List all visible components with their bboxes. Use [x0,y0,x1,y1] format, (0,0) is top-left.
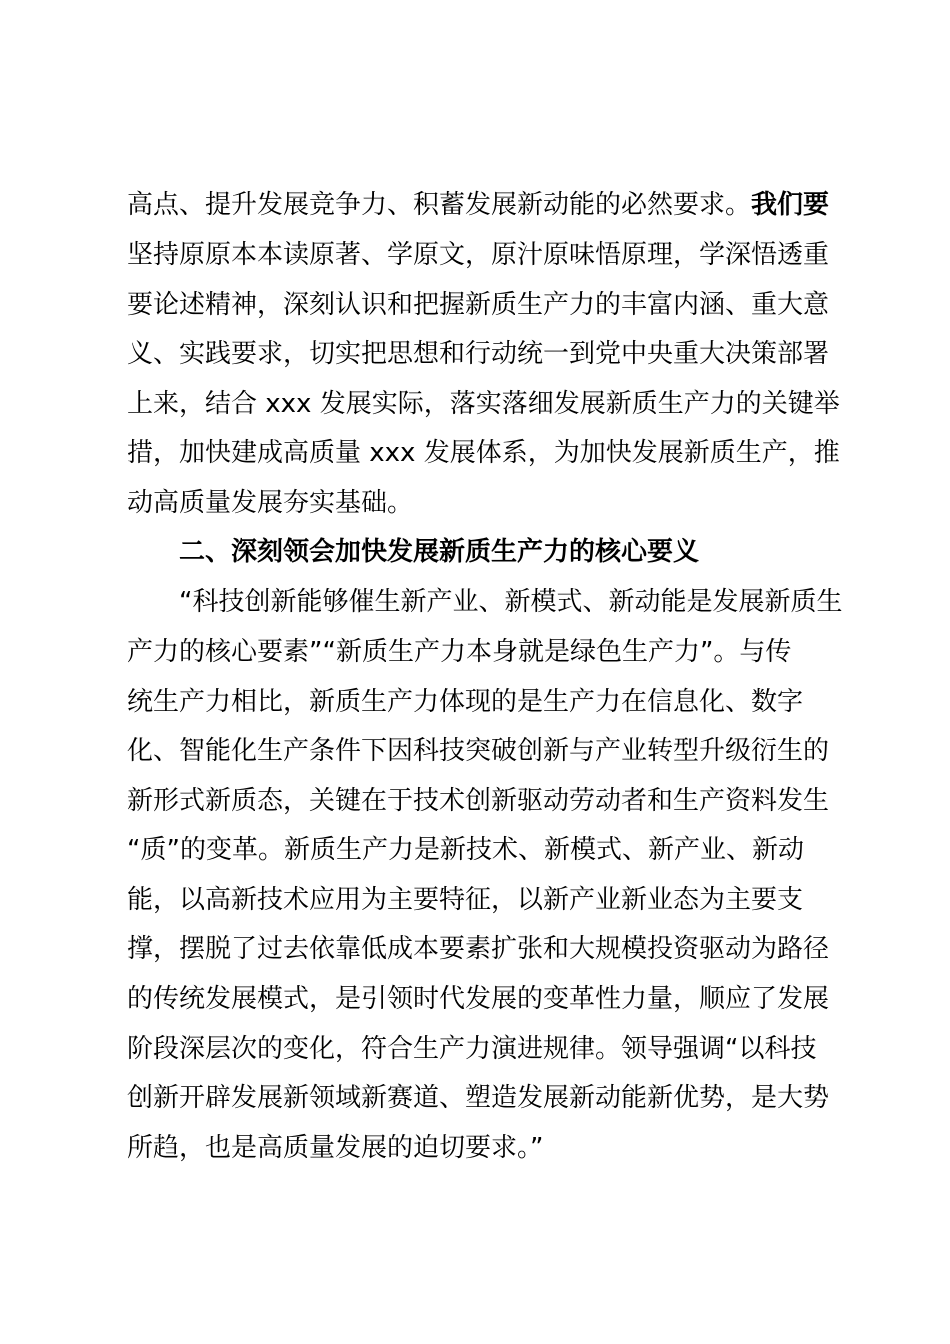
text-segment: 所趋，也是高质量发展的迫切要求。” [127,1133,544,1163]
text-line [179,582,842,622]
text-line [127,731,829,771]
text-line [127,483,413,523]
text-segment: 措，加快建成高质量 xxx 发展体系，为加快发展新质生产，推 [127,438,840,468]
text-segment: 的传统发展模式，是引领时代发展的变革性力量，顺应了发展 [127,984,830,1014]
text-line [127,334,829,374]
text-segment: 坚持原原本本读原著、学原文，原汁原味悟原理，学深悟透重 [127,240,830,270]
text-line [127,830,804,870]
text-line [127,632,791,672]
section-heading-text: 二、深刻领会加快发展新质生产力的核心要义 [179,537,700,567]
text-segment-bold: 我们要 [751,190,830,220]
text-segment: 化、智能化生产条件下因科技突破创新与产业转型升级衍生的 [127,736,830,766]
text-segment: 撑，摆脱了过去依靠低成本要素扩张和大规模投资驱动为路径 [127,934,830,964]
text-line [127,433,840,473]
text-line [127,235,829,275]
text-line [127,880,803,920]
text-segment: 产力的核心要素”“新质生产力本身就是绿色生产力”。与传 [127,637,792,667]
text-segment: 阶段深层次的变化，符合生产力演进规律。领导强调“以科技 [127,1034,817,1064]
text-line [127,1029,816,1069]
text-line [127,185,829,225]
text-line [127,781,829,821]
text-segment: 动高质量发展夯实基础。 [127,488,414,518]
text-segment: 能，以高新技术应用为主要特征，以新产业新业态为主要支 [127,885,804,915]
text-segment: 统生产力相比，新质生产力体现的是生产力在信息化、数字 [127,687,804,717]
text-line [127,285,829,325]
text-line [127,682,803,722]
text-segment: 要论述精神，深刻认识和把握新质生产力的丰富内涵、重大意 [127,290,830,320]
text-segment: “质”的变革。新质生产力是新技术、新模式、新产业、新动 [127,835,804,865]
text-segment: “科技创新能够催生新产业、新模式、新动能是发展新质生 [179,587,843,617]
text-line [127,1078,829,1118]
text-line [127,929,829,969]
text-segment: 创新开辟发展新领域新赛道、塑造发展新动能新优势，是大势 [127,1083,830,1113]
text-segment: 高点、提升发展竞争力、积蓄发展新动能的必然要求。 [127,190,752,220]
text-segment: 上来，结合 xxx 发展实际，落实落细发展新质生产力的关键举 [127,389,840,419]
text-segment: 义、实践要求，切实把思想和行动统一到党中央重大决策部署 [127,339,830,369]
text-segment: 新形式新质态，关键在于技术创新驱动劳动者和生产资料发生 [127,786,830,816]
text-line [127,384,840,424]
text-line [127,1128,543,1168]
text-line [127,979,829,1019]
section-heading [179,532,699,572]
